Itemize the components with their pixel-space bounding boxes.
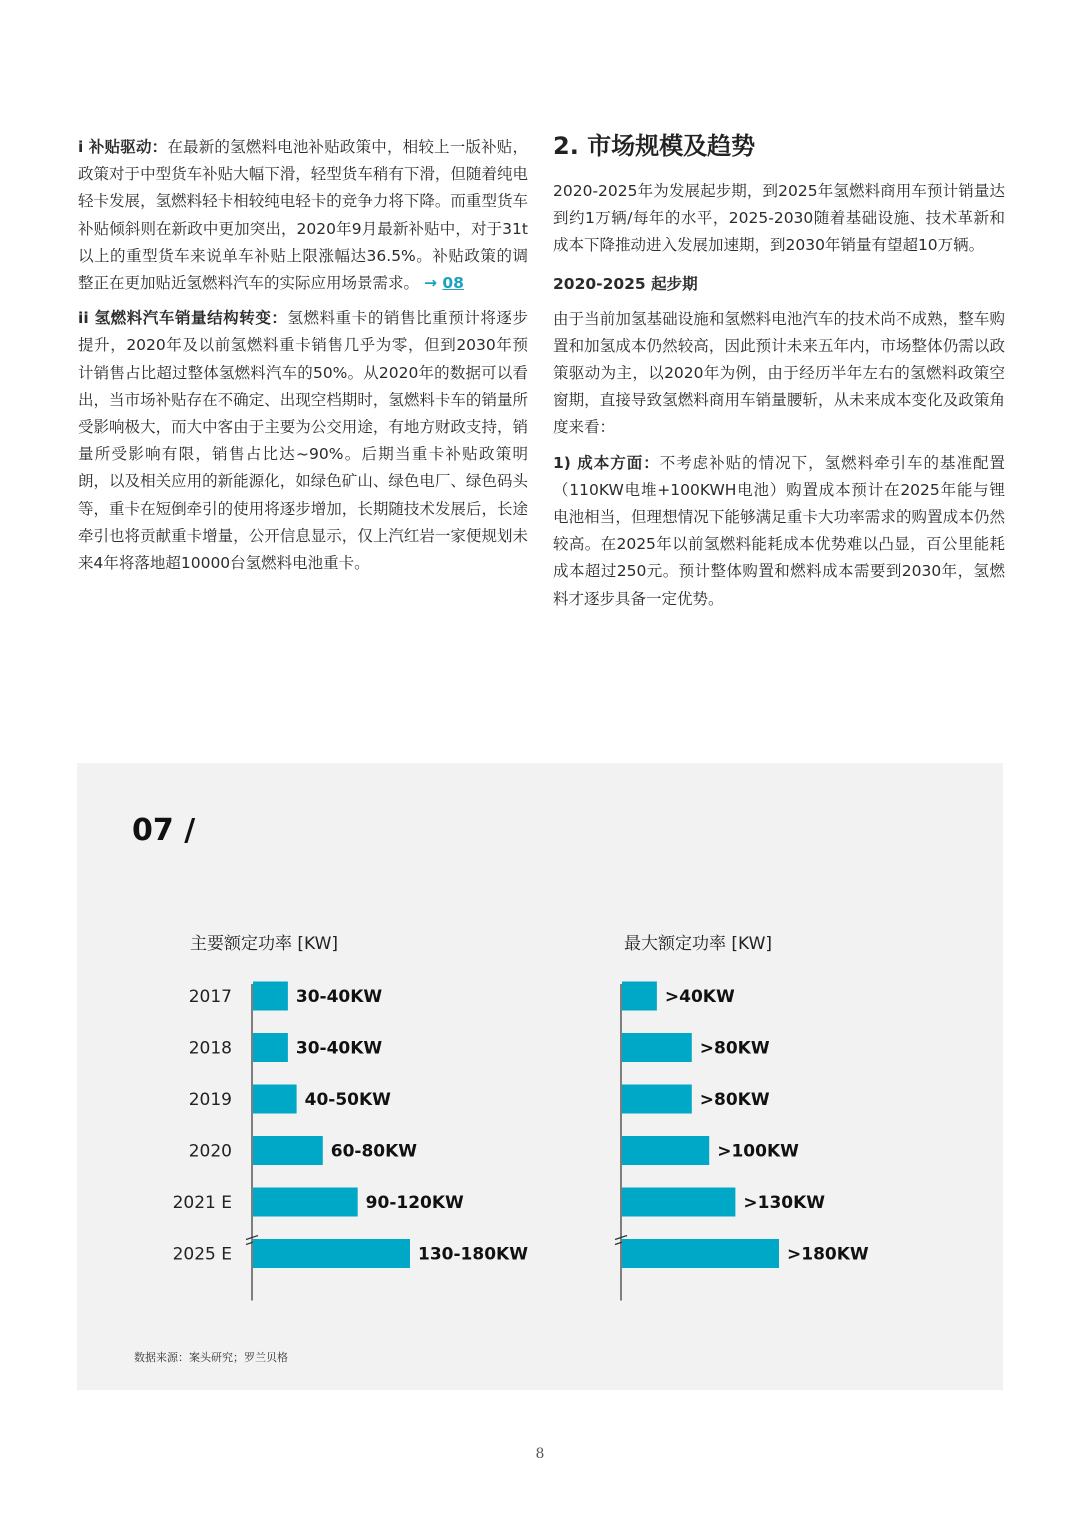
bar <box>253 1033 288 1062</box>
bar-value-label: 30-40KW <box>295 1038 383 1059</box>
figure-number: 07 / <box>132 813 196 848</box>
right-column <box>553 128 1005 621</box>
category-label: 2018 <box>188 1038 232 1059</box>
cost-text: 不考虑补贴的情况下，氢燃料牵引车的基准配置（110KW电堆+100KWH电池）购置成本预计在2025年能与锂电池相当，但理想情况下能够满足重卡大功率需求的购置成本仍然较高。在2025年以前氢燃料能耗成本优势难以凸显，百公里能耗成本超过250元。预计整体购置和燃料成本需要到2030年，氢燃料才逐步具备一定优势。 <box>553 453 1005 608</box>
bar-value-label: 60-80KW <box>330 1141 418 1162</box>
bar <box>622 982 657 1011</box>
arrow-icon: → <box>423 274 437 293</box>
bar-value-label: 130-180KW <box>418 1244 528 1265</box>
sales-structure-lead: ii 氢燃料汽车销量结构转变： <box>78 309 288 328</box>
intro-paragraph: 2020-2025年为发展起步期，到2025年氢燃料商用车预计销量达到约1万辆/每年的水平，2025-2030随着基础设施、技术革新和成本下降推动进入发展加速期，到2030年销量有望超10万辆。 <box>553 182 1005 255</box>
bar <box>253 1085 297 1114</box>
bar-value-label: >80KW <box>699 1090 770 1110</box>
chart-title-0: 主要额定功率 [KW] <box>190 934 339 954</box>
section-title: 2. 市场规模及趋势 <box>553 132 756 160</box>
bar <box>622 1239 779 1268</box>
category-label: 2020 <box>188 1141 232 1162</box>
category-label: 2019 <box>188 1090 232 1110</box>
subsidy-lead: i 补贴驱动： <box>78 138 168 156</box>
subhead: 2020-2025 起步期 <box>553 274 698 293</box>
power-charts <box>77 763 1003 1390</box>
bar-value-label: 30-40KW <box>295 987 383 1007</box>
figure-panel <box>77 763 1003 1390</box>
bar <box>622 1033 692 1062</box>
bar <box>253 1239 410 1268</box>
bar <box>622 1136 709 1165</box>
chart-title-1: 最大额定功率 [KW] <box>624 934 773 954</box>
bar-value-label: >100KW <box>717 1141 799 1162</box>
left-column <box>78 134 528 585</box>
bar <box>253 982 288 1011</box>
startup-paragraph: 由于当前加氢基础设施和氢燃料电池汽车的技术尚不成熟，整车购置和加氢成本仍然较高，因此预计未来五年内，市场整体仍需以政策驱动为主，以2020年为例，由于经历半年左右的氢燃料政策空窗期，直接导致氢燃料商用车销量腰斩，从未来成本变化及政策角度来看： <box>553 309 1005 437</box>
reference-number: 08 <box>442 274 464 293</box>
cost-lead: 1) 成本方面： <box>553 453 660 472</box>
bar-value-label: >40KW <box>664 987 735 1007</box>
subsidy-paragraph <box>78 134 528 297</box>
category-label: 2025 E <box>172 1244 232 1265</box>
reference-link-08[interactable] <box>424 274 464 292</box>
bar <box>253 1136 323 1165</box>
bar <box>253 1188 358 1217</box>
sales-structure-text: 氢燃料重卡的销售比重预计将逐步提升，2020年及以前氢燃料重卡销售几乎为零，但到2030年预计销售占比超过整体氢燃料汽车的50%。从2020年的数据可以看出，当市场补贴存在不确定、出现空档期时，氢燃料卡车的销量所受影响极大，而大中客由于主要为公交用途，有地方财政支持，销量所受影响有限，销售占比达~90%。后期当重卡补贴政策明朗，以及相关应用的新能源化，如绿色矿山、绿色电厂、绿色码头等，重卡在短倒牵引的使用将逐步增加，长期随技术发展后，长途牵引也将贡献重卡增量，公开信息显示，仅上汽红岩一家便规划未来4年将落地超10000台氢燃料电池重卡。 <box>78 309 528 573</box>
bar-value-label: >180KW <box>787 1244 869 1265</box>
bar <box>622 1188 735 1217</box>
category-label: 2021 E <box>172 1193 232 1213</box>
bar-value-label: >130KW <box>743 1193 826 1213</box>
bar-value-label: >80KW <box>699 1038 770 1059</box>
bar-value-label: 40-50KW <box>304 1090 391 1110</box>
data-source: 数据来源：案头研究；罗兰贝格 <box>134 1351 288 1364</box>
bar-value-label: 90-120KW <box>365 1193 464 1213</box>
bar <box>622 1085 692 1114</box>
subsidy-text: 在最新的氢燃料电池补贴政策中，相较上一版补贴，政策对于中型货车补贴大幅下滑，轻型货车稍有下滑，但随着纯电轻卡发展，氢燃料轻卡相较纯电轻卡的竞争力将下降。而重型货车补贴倾斜则在新政中更加突出，2020年9月最新补贴中，对于31t以上的重型货车来说单车补贴上限涨幅达36.5%。补贴政策的调整正在更加贴近氢燃料汽车的实际应用场景需求。 <box>78 138 528 293</box>
cost-paragraph <box>553 450 1005 613</box>
category-label: 2017 <box>188 987 232 1007</box>
sales-structure-paragraph <box>78 305 528 577</box>
page-number: 8 <box>535 1446 545 1462</box>
